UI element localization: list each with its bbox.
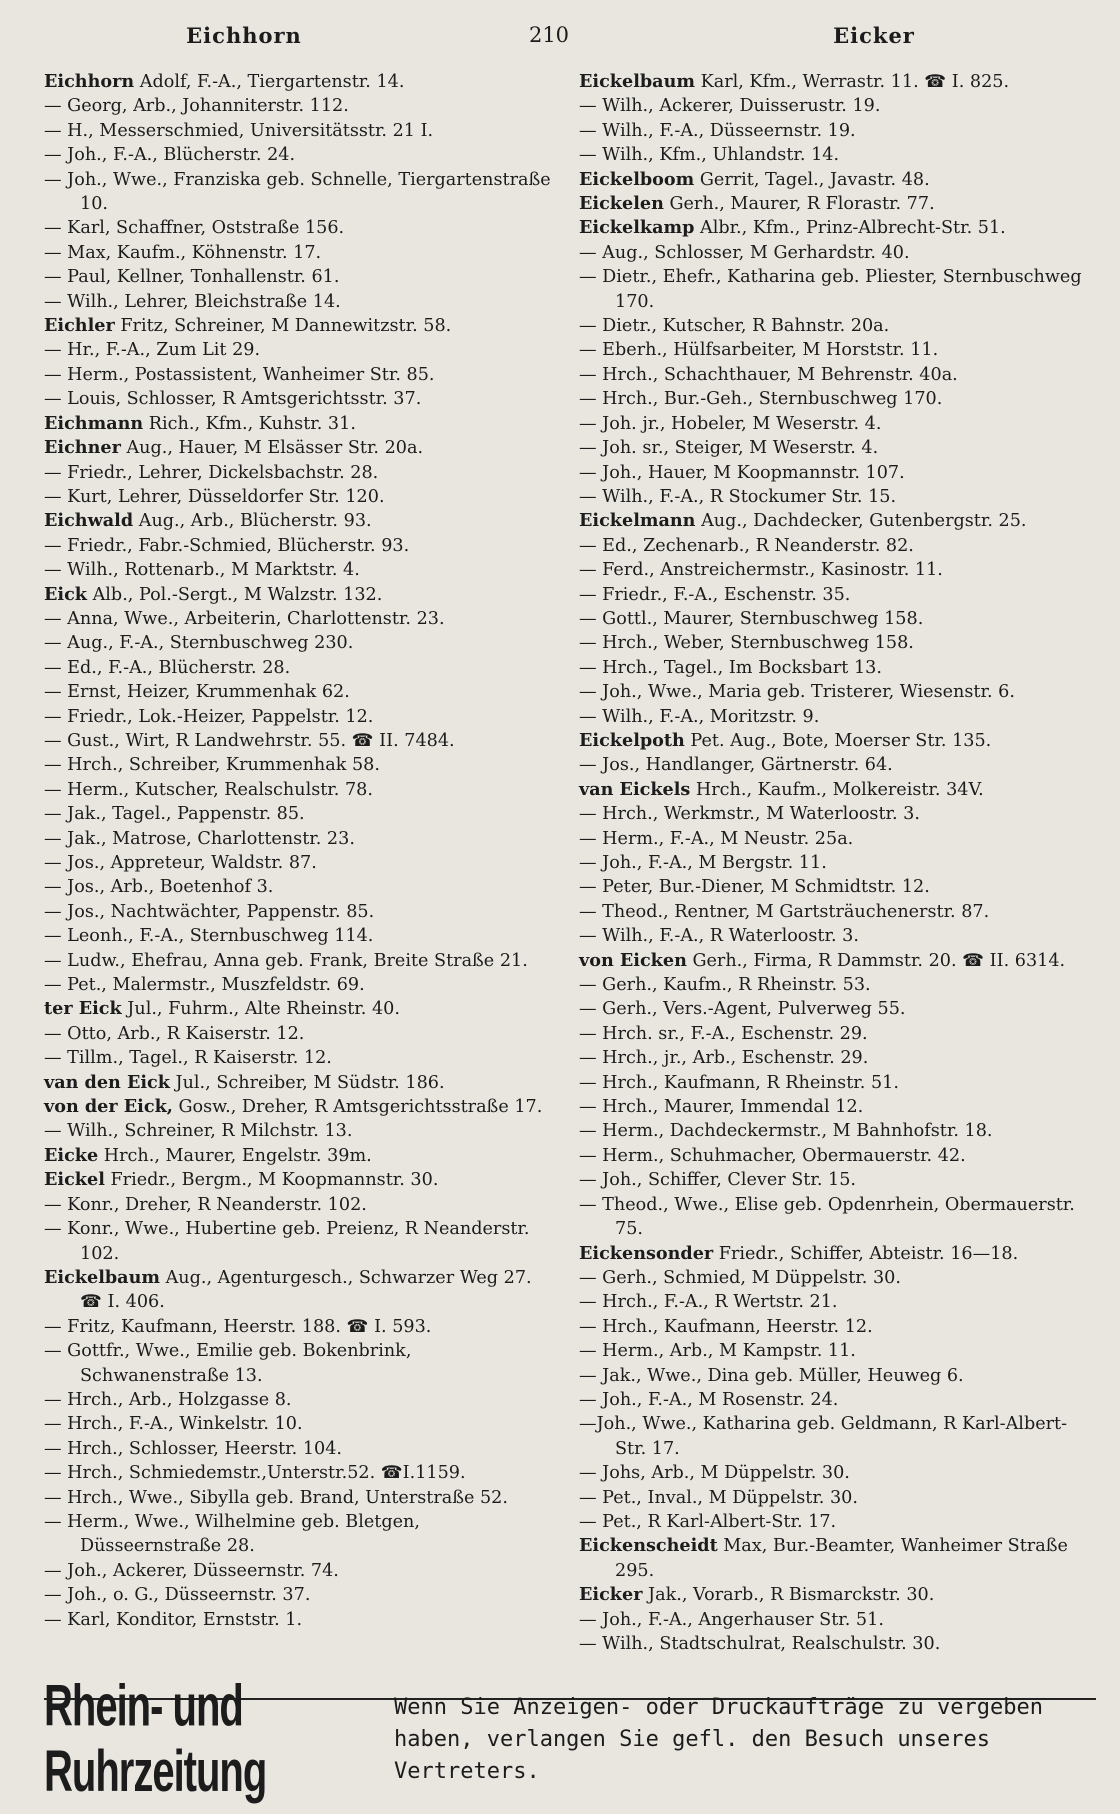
entry-text: — Joh., F.-A., Blücherstr. 24. — [44, 145, 296, 166]
entry-text: — Aug., F.-A., Sternbuschweg 230. — [44, 633, 354, 654]
entry-text: — Jak., Tagel., Pappenstr. 85. — [44, 804, 305, 825]
directory-entry — [579, 363, 1094, 387]
directory-entry — [579, 94, 1094, 118]
directory-entry — [579, 1266, 1094, 1290]
directory-entry — [44, 461, 554, 485]
entry-text: — Otto, Arb., R Kaiserstr. 12. — [44, 1023, 305, 1044]
directory-entry — [44, 94, 554, 118]
advertisement — [44, 1674, 1096, 1804]
entry-text: — Max, Kaufm., Köhnenstr. 17. — [44, 242, 322, 263]
header-left-keyword: Eichhorn — [186, 22, 302, 48]
directory-entry — [44, 949, 554, 973]
entry-text: — Hrch., F.-A., Winkelstr. 10. — [44, 1414, 303, 1435]
entry-text: — Hr., F.-A., Zum Lit 29. — [44, 340, 261, 361]
entry-text: — Pet., Malermstr., Muszfeldstr. 69. — [44, 975, 365, 996]
surname: van den Eick — [44, 1071, 170, 1093]
directory-entry — [44, 485, 554, 509]
directory-entry — [44, 900, 554, 924]
directory-entry — [579, 680, 1094, 704]
directory-entry — [579, 119, 1094, 143]
directory-entry — [44, 241, 554, 265]
entry-text: — Hrch., Kaufmann, R Rheinstr. 51. — [579, 1072, 899, 1093]
directory-entry — [579, 436, 1094, 460]
directory-entry — [579, 1412, 1094, 1461]
entry-text: — Hrch., Weber, Sternbuschweg 158. — [579, 633, 914, 654]
directory-entry — [579, 1046, 1094, 1070]
directory-entry — [44, 1217, 554, 1266]
directory-entry — [579, 924, 1094, 948]
surname: Eickelen — [579, 193, 664, 215]
entry-text: Jul., Schreiber, M Südstr. 186. — [169, 1072, 445, 1093]
entry-text: — Joh., Schiffer, Clever Str. 15. — [579, 1170, 856, 1191]
entry-text: — Joh., Wwe., Maria geb. Tristerer, Wiesenstr. 6. — [579, 682, 1015, 703]
surname: Eichhorn — [44, 71, 135, 92]
surname: ter Eick — [44, 998, 122, 1020]
entry-text: — Kurt, Lehrer, Düsseldorfer Str. 120. — [44, 486, 385, 507]
entry-text: — Hrch., jr., Arb., Eschenstr. 29. — [579, 1048, 869, 1069]
entry-text: — Tillm., Tagel., R Kaiserstr. 12. — [44, 1048, 332, 1069]
directory-entry — [579, 778, 1094, 802]
directory-entry — [579, 705, 1094, 729]
entry-text: — Hrch., F.-A., R Wertstr. 21. — [579, 1292, 838, 1313]
directory-entry — [579, 1022, 1094, 1046]
entry-text: — Hrch., Werkmstr., M Waterloostr. 3. — [579, 804, 920, 825]
directory-entry — [579, 973, 1094, 997]
directory-entry — [44, 631, 554, 655]
entry-text: Aug., Agenturgesch., Schwarzer Weg 27. ☎ I. 406. — [80, 1267, 532, 1313]
entry-text: — Herm., F.-A., M Neustr. 25a. — [579, 828, 854, 849]
directory-entry — [579, 1290, 1094, 1314]
directory-entry — [579, 753, 1094, 777]
directory-entry — [44, 1071, 554, 1095]
entry-text: Hrch., Kaufm., Molkereistr. 34V. — [690, 779, 984, 800]
directory-entry — [44, 143, 554, 167]
directory-entry — [44, 1095, 554, 1119]
directory-entry — [579, 1193, 1094, 1242]
entry-text: — Wilh., F.-A., Moritzstr. 9. — [579, 706, 820, 727]
directory-entry — [579, 461, 1094, 485]
entry-text: — Jos., Appreteur, Waldstr. 87. — [44, 853, 317, 873]
surname: von der Eick, — [44, 1096, 173, 1118]
directory-entry — [44, 265, 554, 289]
ad-line-1: Wenn Sie Anzeigen- oder Druckaufträge zu vergeben — [394, 1695, 1044, 1720]
ad-line-2: haben, verlangen Sie gefl. den Besuch unseres Vertreters. — [394, 1727, 991, 1784]
directory-entry — [579, 1608, 1094, 1632]
entry-text: — Aug., Schlosser, M Gerhardstr. 40. — [579, 242, 910, 263]
entry-text: — Gerh., Kaufm., R Rheinstr. 53. — [579, 975, 871, 996]
entry-text: — Hrch., Bur.-Geh., Sternbuschweg 170. — [579, 389, 943, 410]
entry-text: — Jos., Arb., Boetenhof 3. — [44, 877, 274, 898]
entry-text: — Wilh., F.-A., Düsseernstr. 19. — [579, 120, 856, 141]
entry-text: — Louis, Schlosser, R Amtsgerichtsstr. 37. — [44, 389, 422, 410]
entry-text: — Hrch., Arb., Holzgasse 8. — [44, 1389, 292, 1410]
entry-text: Aug., Hauer, M Elsässer Str. 20a. — [120, 438, 424, 459]
entry-text: — Wilh., Lehrer, Bleichstraße 14. — [44, 291, 341, 312]
entry-text: — Theod., Wwe., Elise geb. Opdenrhein, Obermauerstr. 75. — [579, 1194, 1075, 1240]
page-header — [44, 18, 1094, 52]
directory-entry — [579, 1119, 1094, 1143]
entry-text: — Wilh., Schreiner, R Milchstr. 13. — [44, 1121, 353, 1142]
directory-entry — [44, 753, 554, 777]
surname: Eichmann — [44, 412, 144, 434]
surname: Eickenscheidt — [579, 1535, 718, 1557]
directory-entry — [579, 216, 1094, 240]
directory-entry — [44, 338, 554, 362]
columns — [44, 70, 1094, 1656]
directory-entry — [579, 1144, 1094, 1168]
entry-text: —Joh., Wwe., Katharina geb. Geldmann, R Karl-Albert-Str. 17. — [579, 1414, 1068, 1459]
directory-entry — [579, 314, 1094, 338]
entry-text: Hrch., Maurer, Engelstr. 39m. — [98, 1145, 372, 1166]
entry-text: — Wilh., Stadtschulrat, Realschulstr. 30. — [579, 1634, 941, 1654]
entry-text: Aug., Arb., Blücherstr. 93. — [133, 511, 372, 532]
entry-text: — Gerh., Vers.-Agent, Pulverweg 55. — [579, 999, 906, 1020]
directory-entry — [579, 1168, 1094, 1192]
entry-text: — Herm., Arb., M Kampstr. 11. — [579, 1341, 856, 1362]
entry-text: — Hrch., Schreiber, Krummenhak 58. — [44, 755, 380, 776]
directory-entry — [44, 802, 554, 826]
directory-entry — [579, 1364, 1094, 1388]
directory-entry — [579, 485, 1094, 509]
directory-entry — [44, 1168, 554, 1192]
directory-entry — [579, 997, 1094, 1021]
directory-entry — [44, 1437, 554, 1461]
entry-text: — Dietr., Kutscher, R Bahnstr. 20a. — [579, 316, 890, 337]
ad-text — [384, 1692, 1096, 1788]
directory-entry — [44, 558, 554, 582]
left-column — [44, 70, 554, 1656]
directory-entry — [44, 705, 554, 729]
directory-entry — [44, 1559, 554, 1583]
entry-text: Friedr., Bergm., M Koopmannstr. 30. — [104, 1170, 439, 1191]
directory-entry — [44, 924, 554, 948]
directory-entry — [579, 558, 1094, 582]
directory-entry — [44, 1315, 554, 1339]
entry-text: — Joh., F.-A., M Bergstr. 11. — [579, 853, 827, 873]
entry-text: Gerh., Maurer, R Florastr. 77. — [663, 194, 935, 215]
entry-text: — Johs, Arb., M Düppelstr. 30. — [579, 1463, 850, 1484]
entry-text: — Konr., Dreher, R Neanderstr. 102. — [44, 1194, 367, 1215]
entry-text: — Friedr., Lehrer, Dickelsbachstr. 28. — [44, 462, 379, 483]
entry-text: — Wilh., F.-A., R Stockumer Str. 15. — [579, 486, 897, 507]
directory-entry — [579, 802, 1094, 826]
surname: Eickelbaum — [579, 71, 695, 92]
directory-entry — [579, 851, 1094, 875]
surname: van Eickels — [579, 778, 691, 800]
entry-text: — Herm., Dachdeckermstr., M Bahnhofstr. 18. — [579, 1121, 993, 1142]
directory-entry — [44, 70, 554, 94]
directory-entry — [579, 387, 1094, 411]
entry-text: Pet. Aug., Bote, Moerser Str. 135. — [684, 730, 992, 751]
entry-text: — Jak., Matrose, Charlottenstr. 23. — [44, 828, 355, 849]
directory-entry — [579, 900, 1094, 924]
surname: Eickelmann — [579, 510, 696, 532]
entry-text: — Joh. jr., Hobeler, M Weserstr. 4. — [579, 413, 882, 434]
entry-text: — Jak., Wwe., Dina geb. Müller, Heuweg 6. — [579, 1365, 964, 1386]
directory-entry — [44, 314, 554, 338]
entry-text: — Eberh., Hülfsarbeiter, M Horststr. 11. — [579, 340, 939, 361]
directory-entry — [579, 1461, 1094, 1485]
directory-entry — [579, 168, 1094, 192]
entry-text: — Georg, Arb., Johanniterstr. 112. — [44, 96, 349, 117]
surname: Eick — [44, 583, 87, 605]
directory-entry — [44, 875, 554, 899]
directory-entry — [579, 631, 1094, 655]
directory-entry — [579, 656, 1094, 680]
directory-entry — [44, 1486, 554, 1510]
entry-text: — Gottl., Maurer, Sternbuschweg 158. — [579, 608, 924, 629]
entry-text: — Herm., Postassistent, Wanheimer Str. 85. — [44, 364, 435, 385]
directory-entry — [44, 534, 554, 558]
directory-entry — [44, 827, 554, 851]
entry-text: — Herm., Kutscher, Realschulstr. 78. — [44, 779, 373, 800]
entry-text: — Joh. sr., Steiger, M Weserstr. 4. — [579, 438, 879, 459]
surname: Eickelpoth — [579, 729, 685, 751]
entry-text: — Karl, Schaffner, Oststraße 156. — [44, 218, 345, 239]
directory-entry — [44, 216, 554, 240]
entry-text: Fritz, Schreiner, M Dannewitzstr. 58. — [114, 316, 452, 337]
directory-entry — [579, 192, 1094, 216]
directory-entry — [44, 851, 554, 875]
entry-text: — Paul, Kellner, Tonhallenstr. 61. — [44, 267, 340, 288]
entry-text: Jak., Vorarb., R Bismarckstr. 30. — [642, 1585, 935, 1606]
directory-entry — [44, 1144, 554, 1168]
entry-text: Aug., Dachdecker, Gutenbergstr. 25. — [695, 511, 1027, 532]
directory-entry — [44, 1046, 554, 1070]
directory-entry — [44, 1510, 554, 1559]
entry-text: — Gerh., Schmied, M Düppelstr. 30. — [579, 1267, 901, 1288]
directory-entry — [44, 509, 554, 533]
entry-text: — Hrch., Schlosser, Heerstr. 104. — [44, 1438, 343, 1459]
surname: Eichwald — [44, 510, 134, 532]
directory-entry — [44, 997, 554, 1021]
surname: Eickel — [44, 1169, 105, 1191]
entry-text: — Fritz, Kaufmann, Heerstr. 188. ☎ I. 593. — [44, 1316, 432, 1337]
entry-text: — Peter, Bur.-Diener, M Schmidtstr. 12. — [579, 877, 930, 898]
surname: Eichler — [44, 315, 115, 337]
entry-text: — Hrch., Kaufmann, Heerstr. 12. — [579, 1316, 873, 1337]
directory-entry — [44, 168, 554, 217]
directory-entry — [579, 949, 1094, 973]
entry-text: — Ernst, Heizer, Krummenhak 62. — [44, 682, 350, 703]
entry-text: — Friedr., F.-A., Eschenstr. 35. — [579, 584, 851, 605]
entry-text: — Hrch. sr., F.-A., Eschenstr. 29. — [579, 1023, 868, 1044]
header-right-keyword: Eicker — [833, 22, 915, 48]
entry-text: — Friedr., Lok.-Heizer, Pappelstr. 12. — [44, 706, 374, 727]
entry-text: — Joh., Wwe., Franziska geb. Schnelle, Tiergartenstraße 10. — [44, 169, 551, 215]
entry-text: — Karl, Konditor, Ernststr. 1. — [44, 1609, 303, 1630]
directory-entry — [44, 680, 554, 704]
directory-entry — [44, 1412, 554, 1436]
directory-entry — [44, 1388, 554, 1412]
directory-entry — [579, 729, 1094, 753]
entry-text: — Konr., Wwe., Hubertine geb. Preienz, R Neanderstr. 102. — [44, 1219, 530, 1264]
surname: Eickensonder — [579, 1242, 714, 1264]
entry-text: — Gottfr., Wwe., Emilie geb. Bokenbrink, Schwanenstraße 13. — [44, 1341, 412, 1386]
directory-entry — [579, 1071, 1094, 1095]
directory-entry — [579, 1388, 1094, 1412]
entry-text: — Wilh., Ackerer, Duisserustr. 19. — [579, 96, 881, 117]
directory-entry — [44, 290, 554, 314]
directory-entry — [44, 607, 554, 631]
entry-text: — Herm., Wwe., Wilhelmine geb. Bletgen, Düsseernstraße 28. — [44, 1511, 420, 1557]
directory-entry — [44, 1339, 554, 1388]
directory-entry — [579, 509, 1094, 533]
entry-text: — Jos., Handlanger, Gärtnerstr. 64. — [579, 755, 893, 776]
entry-text: — Ferd., Anstreichermstr., Kasinostr. 11. — [579, 560, 943, 581]
entry-text: — Joh., F.-A., M Rosenstr. 24. — [579, 1389, 839, 1410]
surname: Eickelboom — [579, 168, 695, 190]
directory-entry — [579, 1510, 1094, 1534]
entry-text: Jul., Fuhrm., Alte Rheinstr. 40. — [121, 999, 400, 1020]
directory-entry — [579, 1339, 1094, 1363]
directory-entry — [44, 436, 554, 460]
directory-entry — [44, 1266, 554, 1315]
directory-entry — [44, 973, 554, 997]
surname: Eichner — [44, 437, 121, 459]
entry-text: Friedr., Schiffer, Abteistr. 16—18. — [713, 1243, 1019, 1264]
entry-text: — Friedr., Fabr.-Schmied, Blücherstr. 93. — [44, 535, 410, 556]
right-column — [579, 70, 1094, 1656]
entry-text: Gosw., Dreher, R Amtsgerichtsstraße 17. — [172, 1097, 543, 1118]
directory-entry — [44, 1119, 554, 1143]
directory-entry — [579, 827, 1094, 851]
directory-entry — [579, 265, 1094, 314]
directory-entry — [579, 1486, 1094, 1510]
directory-entry — [44, 1022, 554, 1046]
directory-entry — [579, 338, 1094, 362]
entry-text: — Wilh., Rottenarb., M Marktstr. 4. — [44, 560, 360, 581]
directory-entry — [44, 387, 554, 411]
newspaper-name: Rhein- und Ruhrzeitung — [44, 1674, 267, 1804]
directory-entry — [579, 70, 1094, 94]
entry-text: Rich., Kfm., Kuhstr. 31. — [143, 413, 356, 434]
directory-entry — [579, 583, 1094, 607]
entry-text: — Anna, Wwe., Arbeiterin, Charlottenstr. 23. — [44, 608, 445, 629]
directory-entry — [44, 363, 554, 387]
entry-text: Adolf, F.-A., Tiergartenstr. 14. — [134, 72, 405, 92]
entry-text: — Joh., Ackerer, Düsseernstr. 74. — [44, 1560, 339, 1581]
entry-text: — Hrch., Schachthauer, M Behrenstr. 40a. — [579, 364, 958, 385]
directory-entry — [579, 1095, 1094, 1119]
entry-text: — Hrch., Wwe., Sibylla geb. Brand, Unterstraße 52. — [44, 1487, 508, 1508]
entry-text: — Herm., Schuhmacher, Obermauerstr. 42. — [579, 1145, 966, 1166]
entry-text: — Leonh., F.-A., Sternbuschweg 114. — [44, 926, 374, 947]
directory-entry — [44, 1193, 554, 1217]
surname: Eickelbaum — [44, 1266, 160, 1288]
entry-text: — Pet., Inval., M Düppelstr. 30. — [579, 1487, 858, 1508]
directory-entry — [579, 1315, 1094, 1339]
entry-text: — Gust., Wirt, R Landwehrstr. 55. ☎ II. 7484. — [44, 730, 455, 751]
directory-entry — [44, 412, 554, 436]
directory-entry — [579, 1242, 1094, 1266]
directory-entry — [579, 1534, 1094, 1583]
directory-entry — [579, 143, 1094, 167]
entry-text: — Theod., Rentner, M Gartsträuchenerstr. 87. — [579, 901, 990, 922]
directory-entry — [579, 1632, 1094, 1656]
directory-entry — [579, 412, 1094, 436]
entry-text: — Hrch., Tagel., Im Bocksbart 13. — [579, 657, 882, 678]
directory-entry — [44, 1461, 554, 1485]
entry-text: — H., Messerschmied, Universitätsstr. 21 I. — [44, 120, 434, 141]
entry-text: — Joh., F.-A., Angerhauser Str. 51. — [579, 1609, 884, 1630]
entry-text: Max, Bur.-Beamter, Wanheimer Straße 295. — [615, 1536, 1068, 1581]
directory-entry — [44, 583, 554, 607]
entry-text: Gerrit, Tagel., Javastr. 48. — [694, 169, 930, 190]
surname: Eickelkamp — [579, 217, 695, 239]
entry-text: Alb., Pol.-Sergt., M Walzstr. 132. — [87, 584, 383, 605]
directory-entry — [44, 729, 554, 753]
entry-text: — Hrch., Maurer, Immendal 12. — [579, 1097, 864, 1118]
surname: Eicke — [44, 1144, 99, 1166]
surname: Eicker — [579, 1584, 643, 1606]
entry-text: — Dietr., Ehefr., Katharina geb. Pliester, Sternbuschweg 170. — [579, 267, 1082, 312]
entry-text: — Pet., R Karl-Albert-Str. 17. — [579, 1511, 837, 1532]
entry-text: — Joh., o. G., Düsseernstr. 37. — [44, 1585, 311, 1606]
directory-entry — [579, 875, 1094, 899]
entry-text: — Joh., Hauer, M Koopmannstr. 107. — [579, 462, 905, 483]
entry-text: — Ludw., Ehefrau, Anna geb. Frank, Breite Straße 21. — [44, 950, 528, 971]
directory-entry — [44, 119, 554, 143]
surname: von Eicken — [579, 949, 687, 971]
entry-text: — Ed., Zechenarb., R Neanderstr. 82. — [579, 535, 914, 556]
entry-text: Albr., Kfm., Prinz-Albrecht-Str. 51. — [694, 218, 1006, 239]
entry-text: — Hrch., Schmiedemstr.,Unterstr.52. ☎I.1159. — [44, 1463, 466, 1484]
directory-entry — [579, 241, 1094, 265]
page-number: 210 — [528, 23, 570, 47]
entry-text: — Ed., F.-A., Blücherstr. 28. — [44, 657, 291, 678]
entry-text: Gerh., Firma, R Dammstr. 20. ☎ II. 6314. — [686, 950, 1066, 971]
directory-entry — [44, 1583, 554, 1607]
directory-entry — [44, 778, 554, 802]
entry-text: — Wilh., Kfm., Uhlandstr. 14. — [579, 145, 840, 166]
directory-entry — [579, 607, 1094, 631]
entry-text: Karl, Kfm., Werrastr. 11. ☎ I. 825. — [694, 72, 1010, 92]
directory-entry — [44, 1608, 554, 1632]
entry-text: — Jos., Nachtwächter, Pappenstr. 85. — [44, 901, 375, 922]
entry-text: — Wilh., F.-A., R Waterloostr. 3. — [579, 926, 859, 947]
directory-entry — [579, 534, 1094, 558]
directory-entry — [44, 656, 554, 680]
directory-entry — [579, 1583, 1094, 1607]
